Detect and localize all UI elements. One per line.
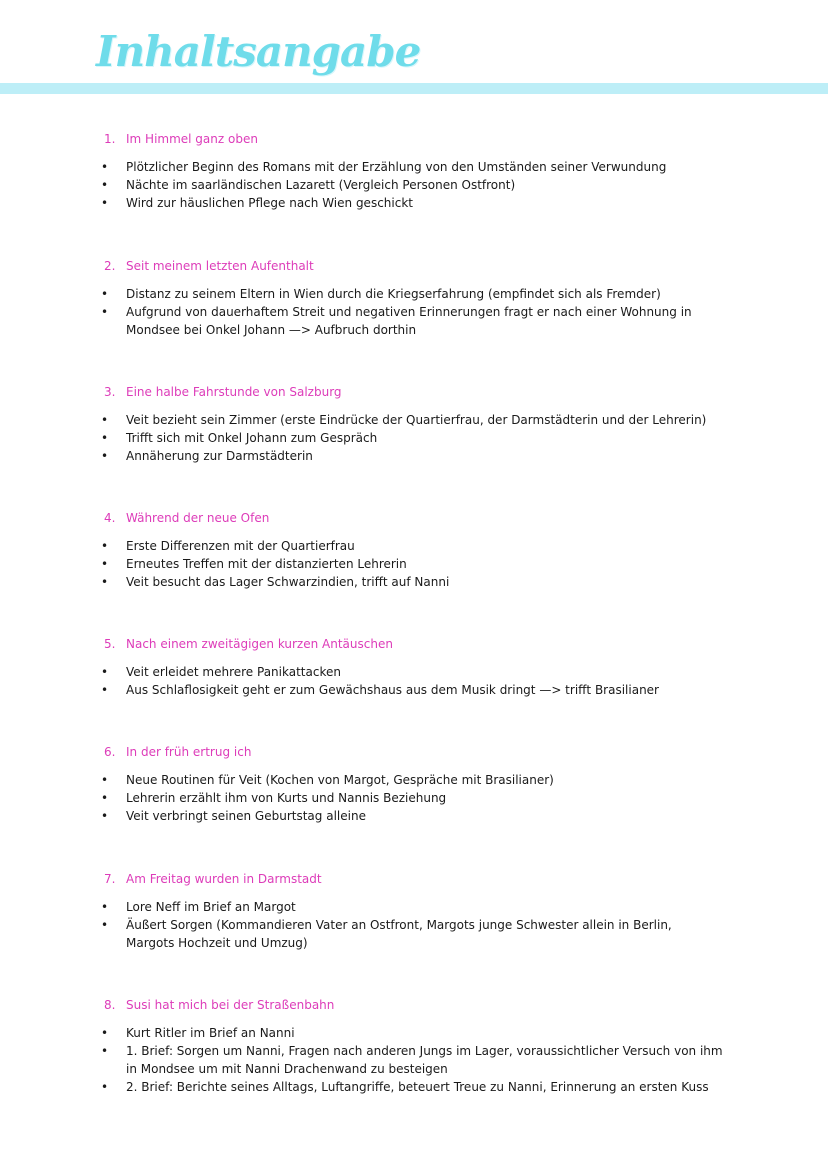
chapter-number: 6. xyxy=(104,745,116,759)
chapter-bullets xyxy=(0,663,828,699)
chapter-heading xyxy=(104,996,334,1014)
chapter-number: 4. xyxy=(104,511,116,525)
bullet-text-line: Veit verbringt seinen Geburtstag alleine xyxy=(126,809,366,823)
list-item xyxy=(0,807,828,825)
list-item xyxy=(0,158,828,176)
bullet-icon: • xyxy=(101,1026,109,1040)
chapter-title: Seit meinem letzten Aufenthalt xyxy=(126,259,314,273)
bullet-icon: • xyxy=(101,413,109,427)
chapter-heading xyxy=(104,130,258,148)
bullet-text-line: Veit bezieht sein Zimmer (erste Eindrücke der Quartierfrau, der Darmstädterin und der Lehrerin) xyxy=(126,413,707,427)
chapter-heading xyxy=(104,743,251,761)
list-item xyxy=(0,285,828,303)
chapter-number: 2. xyxy=(104,259,116,273)
list-item xyxy=(0,1042,828,1078)
bullet-icon: • xyxy=(101,665,109,679)
bullet-text-line: Lehrerin erzählt ihm von Kurts und Nannis Beziehung xyxy=(126,791,447,805)
chapter-number: 3. xyxy=(104,385,116,399)
bullet-text-line: 2. Brief: Berichte seines Alltags, Luftangriffe, beteuert Treue zu Nanni, Erinnerung an ersten Kuss xyxy=(126,1080,709,1094)
list-item xyxy=(0,681,828,699)
bullet-icon: • xyxy=(101,196,109,210)
bullet-icon: • xyxy=(101,918,109,932)
bullet-text-line: Margots Hochzeit und Umzug) xyxy=(126,936,308,950)
list-item xyxy=(0,447,828,465)
list-item xyxy=(0,573,828,591)
header-band xyxy=(0,83,828,94)
list-item xyxy=(0,429,828,447)
bullet-text-line: Lore Neff im Brief an Margot xyxy=(126,900,296,914)
bullet-text-line: Äußert Sorgen (Kommandieren Vater an Ostfront, Margots junge Schwester allein in Berlin, xyxy=(126,918,672,932)
bullet-text-line: Aus Schlaflosigkeit geht er zum Gewächshaus aus dem Musik dringt —> trifft Brasilianer xyxy=(126,683,659,697)
chapter-number: 5. xyxy=(104,637,116,651)
chapter-heading xyxy=(104,509,269,527)
list-item xyxy=(0,916,828,952)
list-item xyxy=(0,898,828,916)
bullet-text-line: Wird zur häuslichen Pflege nach Wien geschickt xyxy=(126,196,413,210)
chapter-number: 7. xyxy=(104,872,116,886)
list-item xyxy=(0,411,828,429)
bullet-icon: • xyxy=(101,431,109,445)
bullet-text-line: Trifft sich mit Onkel Johann zum Gespräch xyxy=(126,431,378,445)
bullet-text-line: Annäherung zur Darmstädterin xyxy=(126,449,313,463)
chapter-title: Eine halbe Fahrstunde von Salzburg xyxy=(126,385,342,399)
bullet-text-line: Plötzlicher Beginn des Romans mit der Erzählung von den Umständen seiner Verwundung xyxy=(126,160,667,174)
chapter-bullets xyxy=(0,771,828,825)
bullet-text-line: Veit erleidet mehrere Panikattacken xyxy=(126,665,341,679)
chapter-heading xyxy=(104,870,322,888)
chapter-bullets xyxy=(0,1024,828,1096)
bullet-text-line: Aufgrund von dauerhaftem Streit und negativen Erinnerungen fragt er nach einer Wohnung in xyxy=(126,305,692,319)
list-item xyxy=(0,303,828,339)
chapter-bullets xyxy=(0,411,828,465)
chapter-title: Nach einem zweitägigen kurzen Antäuschen xyxy=(126,637,393,651)
bullet-icon: • xyxy=(101,683,109,697)
bullet-icon: • xyxy=(101,178,109,192)
bullet-text-line: Erste Differenzen mit der Quartierfrau xyxy=(126,539,355,553)
chapter-heading xyxy=(104,635,393,653)
bullet-text-line: Nächte im saarländischen Lazarett (Vergleich Personen Ostfront) xyxy=(126,178,516,192)
bullet-icon: • xyxy=(101,791,109,805)
chapter-title: In der früh ertrug ich xyxy=(126,745,252,759)
bullet-icon: • xyxy=(101,575,109,589)
bullet-text-line: Erneutes Treffen mit der distanzierten Lehrerin xyxy=(126,557,407,571)
chapter-bullets xyxy=(0,537,828,591)
chapter-title: Im Himmel ganz oben xyxy=(126,132,258,146)
bullet-icon: • xyxy=(101,809,109,823)
list-item xyxy=(0,555,828,573)
list-item xyxy=(0,537,828,555)
bullet-icon: • xyxy=(101,1080,109,1094)
bullet-icon: • xyxy=(101,773,109,787)
list-item xyxy=(0,1024,828,1042)
chapter-bullets xyxy=(0,285,828,339)
list-item xyxy=(0,176,828,194)
bullet-icon: • xyxy=(101,287,109,301)
bullet-text-line: Kurt Ritler im Brief an Nanni xyxy=(126,1026,295,1040)
chapter-number: 1. xyxy=(104,132,116,146)
bullet-icon: • xyxy=(101,449,109,463)
bullet-text-line: Neue Routinen für Veit (Kochen von Margot, Gespräche mit Brasilianer) xyxy=(126,773,554,787)
list-item xyxy=(0,663,828,681)
bullet-icon: • xyxy=(101,305,109,319)
bullet-text-line: 1. Brief: Sorgen um Nanni, Fragen nach anderen Jungs im Lager, voraussichtlicher Versuch von ihm xyxy=(126,1044,723,1058)
bullet-icon: • xyxy=(101,160,109,174)
chapter-title: Susi hat mich bei der Straßenbahn xyxy=(126,998,335,1012)
list-item xyxy=(0,194,828,212)
chapter-heading xyxy=(104,383,342,401)
bullet-text-line: Mondsee bei Onkel Johann —> Aufbruch dorthin xyxy=(126,323,417,337)
chapter-bullets xyxy=(0,898,828,952)
bullet-icon: • xyxy=(101,1044,109,1058)
bullet-icon: • xyxy=(101,900,109,914)
list-item xyxy=(0,789,828,807)
bullet-icon: • xyxy=(101,557,109,571)
bullet-text-line: in Mondsee um mit Nanni Drachenwand zu besteigen xyxy=(126,1062,448,1076)
bullet-text-line: Distanz zu seinem Eltern in Wien durch die Kriegserfahrung (empfindet sich als Fremder) xyxy=(126,287,661,301)
chapter-bullets xyxy=(0,158,828,212)
chapter-title: Während der neue Ofen xyxy=(126,511,270,525)
bullet-text-line: Veit besucht das Lager Schwarzindien, trifft auf Nanni xyxy=(126,575,450,589)
page-title: Inhaltsangabe xyxy=(96,27,421,76)
chapter-number: 8. xyxy=(104,998,116,1012)
list-item xyxy=(0,771,828,789)
list-item xyxy=(0,1078,828,1096)
bullet-icon: • xyxy=(101,539,109,553)
chapter-heading xyxy=(104,257,314,275)
chapter-title: Am Freitag wurden in Darmstadt xyxy=(126,872,322,886)
